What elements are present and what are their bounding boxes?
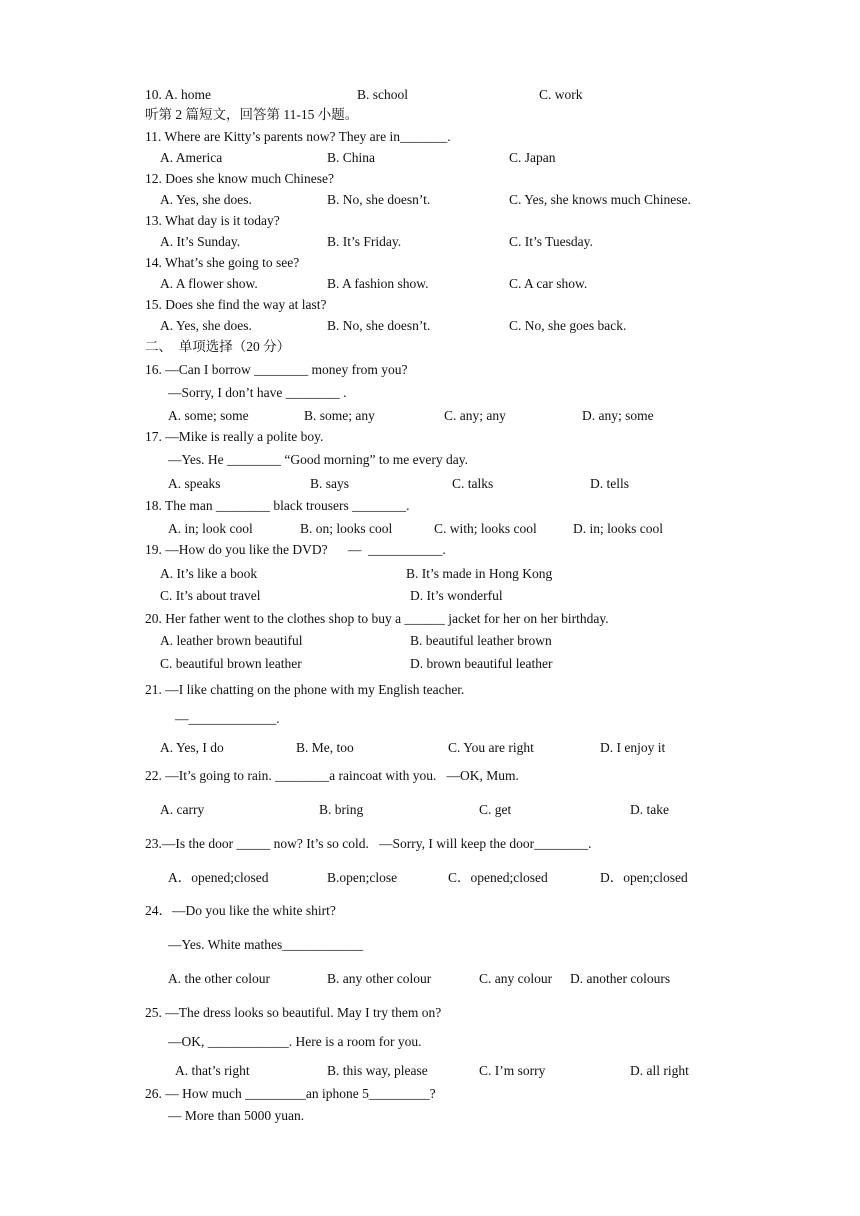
q11-option-c: C. Japan — [509, 150, 556, 165]
q24-option-b: B. any other colour — [327, 971, 432, 986]
q14-option-a: A. A flower show. — [160, 276, 258, 291]
q24-stem: 24．—Do you like the white shirt? — [145, 903, 336, 918]
q24-option-c: C. any colour — [479, 971, 553, 986]
q19-option-d: D. It’s wonderful — [410, 588, 503, 603]
q14-option-b: B. A fashion show. — [327, 276, 429, 291]
q13-option-c: C. It’s Tuesday. — [509, 234, 593, 249]
q18-option-a: A. in; look cool — [168, 521, 253, 536]
q22-stem: 22. —It’s going to rain. ________a raincoat with you. —OK, Mum. — [145, 768, 519, 783]
q21-option-d: D. I enjoy it — [600, 740, 666, 755]
q15-option-b: B. No, she doesn’t. — [327, 318, 431, 333]
q11-stem: 11. Where are Kitty’s parents now? They are in_______. — [145, 129, 451, 144]
q22-option-b: B. bring — [319, 802, 364, 817]
q21-reply: —_____________. — [175, 711, 280, 726]
q19-option-a: A. It’s like a book — [160, 566, 258, 581]
q23-option-d: D．open;closed — [600, 870, 688, 885]
q20-option-c: C. beautiful brown leather — [160, 656, 302, 671]
q19-option-c: C. It’s about travel — [160, 588, 261, 603]
q23-option-c: C．opened;closed — [448, 870, 548, 885]
q18-option-c: C. with; looks cool — [434, 521, 537, 536]
q10-option-c: C. work — [539, 87, 583, 102]
q24-option-d: D. another colours — [570, 971, 671, 986]
passage2-heading: 听第 2 篇短文，回答第 11-15 小题。 — [145, 107, 359, 122]
section2-heading: 二、 单项选择（20 分） — [145, 339, 291, 354]
q15-option-c: C. No, she goes back. — [509, 318, 627, 333]
q17-option-a: A. speaks — [168, 476, 221, 491]
q12-option-b: B. No, she doesn’t. — [327, 192, 431, 207]
q20-option-a: A. leather brown beautiful — [160, 633, 303, 648]
q13-option-b: B. It’s Friday. — [327, 234, 402, 249]
q25-reply: —OK, ____________. Here is a room for you. — [168, 1034, 422, 1049]
q17-reply: —Yes. He ________ “Good morning” to me every day. — [168, 452, 468, 467]
q23-option-a: A．opened;closed — [168, 870, 269, 885]
q18-option-d: D. in; looks cool — [573, 521, 663, 536]
q10-option-a: 10. A. home — [145, 87, 211, 102]
q17-option-c: C. talks — [452, 476, 494, 491]
q12-stem: 12. Does she know much Chinese? — [145, 171, 334, 186]
q26-stem: 26. — How much _________an iphone 5_________? — [145, 1086, 436, 1101]
q22-option-c: C. get — [479, 802, 512, 817]
q16-option-c: C. any; any — [444, 408, 506, 423]
q25-option-a: A. that’s right — [175, 1063, 250, 1078]
q21-stem: 21. —I like chatting on the phone with my English teacher. — [145, 682, 465, 697]
q12-option-a: A. Yes, she does. — [160, 192, 252, 207]
q14-stem: 14. What’s she going to see? — [145, 255, 300, 270]
q25-option-b: B. this way, please — [327, 1063, 428, 1078]
q16-option-b: B. some; any — [304, 408, 375, 423]
q12-option-c: C. Yes, she knows much Chinese. — [509, 192, 691, 207]
q23-stem: 23.—Is the door _____ now? It’s so cold. —Sorry, I will keep the door________. — [145, 836, 592, 851]
q20-option-d: D. brown beautiful leather — [410, 656, 553, 671]
q17-option-b: B. says — [310, 476, 350, 491]
q13-option-a: A. It’s Sunday. — [160, 234, 241, 249]
q25-option-c: C. I’m sorry — [479, 1063, 546, 1078]
q19-stem: 19. —How do you like the DVD? — ___________. — [145, 542, 446, 557]
q15-option-a: A. Yes, she does. — [160, 318, 252, 333]
q11-option-b: B. China — [327, 150, 376, 165]
q18-option-b: B. on; looks cool — [300, 521, 393, 536]
q22-option-a: A. carry — [160, 802, 205, 817]
q25-option-d: D. all right — [630, 1063, 689, 1078]
q21-option-c: C. You are right — [448, 740, 534, 755]
q16-stem: 16. —Can I borrow ________ money from you? — [145, 362, 408, 377]
q24-reply: —Yes. White mathes____________ — [168, 937, 364, 952]
q18-stem: 18. The man ________ black trousers ________. — [145, 498, 410, 513]
q13-stem: 13. What day is it today? — [145, 213, 280, 228]
q16-option-a: A. some; some — [168, 408, 249, 423]
q17-stem: 17. —Mike is really a polite boy. — [145, 429, 324, 444]
q25-stem: 25. —The dress looks so beautiful. May I try them on? — [145, 1005, 442, 1020]
q20-stem: 20. Her father went to the clothes shop to buy a ______ jacket for her on her birthday. — [145, 611, 609, 626]
q16-reply: —Sorry, I don’t have ________ . — [168, 385, 347, 400]
q26-reply: — More than 5000 yuan. — [168, 1108, 305, 1123]
q20-option-b: B. beautiful leather brown — [410, 633, 552, 648]
q21-option-b: B. Me, too — [296, 740, 354, 755]
q21-option-a: A. Yes, I do — [160, 740, 224, 755]
q17-option-d: D. tells — [590, 476, 629, 491]
q16-option-d: D. any; some — [582, 408, 654, 423]
q10-option-b: B. school — [357, 87, 409, 102]
q14-option-c: C. A car show. — [509, 276, 588, 291]
q19-option-b: B. It’s made in Hong Kong — [406, 566, 553, 581]
q11-option-a: A. America — [160, 150, 223, 165]
q22-option-d: D. take — [630, 802, 669, 817]
q15-stem: 15. Does she find the way at last? — [145, 297, 327, 312]
q24-option-a: A. the other colour — [168, 971, 270, 986]
q23-option-b: B.open;close — [327, 870, 398, 885]
